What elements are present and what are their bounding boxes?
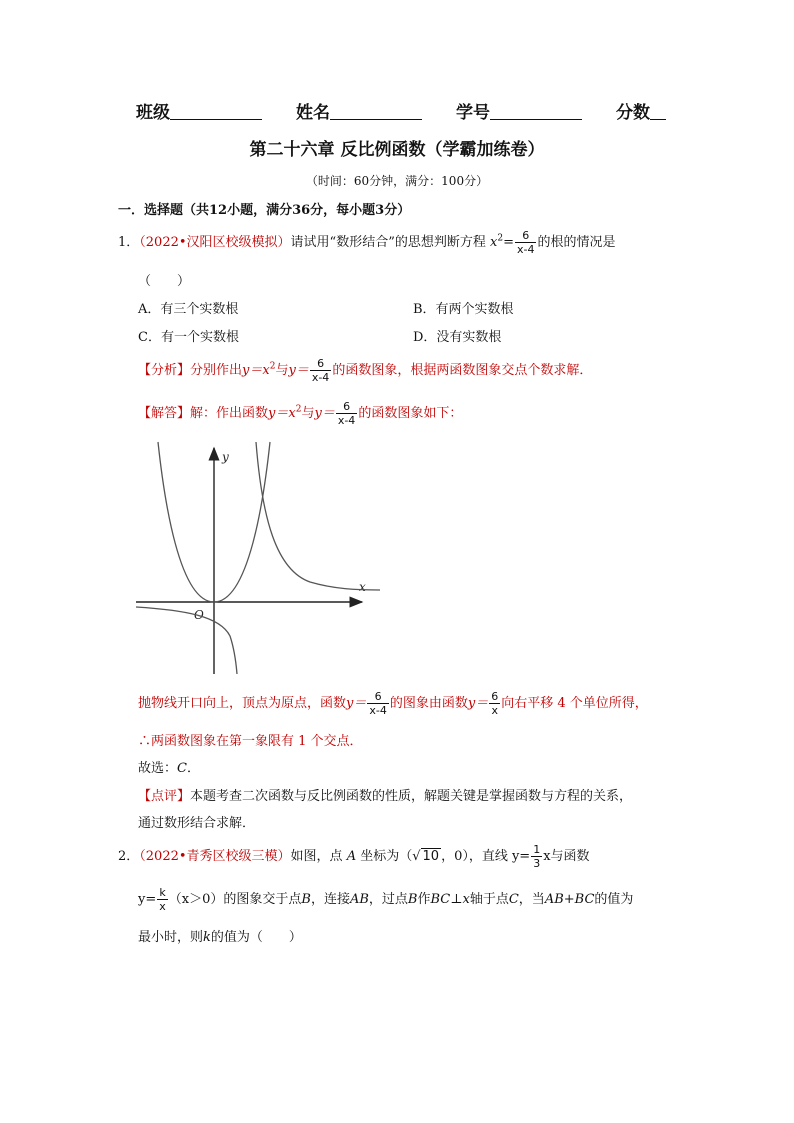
q2-sum: AB+BC bbox=[544, 892, 595, 907]
q1-option-a: A．有三个实数根 bbox=[138, 302, 239, 317]
student-info-header bbox=[136, 98, 676, 123]
hyperbola-left-branch bbox=[136, 607, 237, 674]
page-subtitle: （时间：60分钟，满分：100分） bbox=[305, 174, 489, 188]
q2-line2-text-5: 轴于点 bbox=[469, 892, 509, 907]
q1-comment-2: 通过数形结合求解． bbox=[138, 816, 256, 831]
q2-line2-text-1: （x＞0）的图象交于点 bbox=[168, 892, 302, 907]
choice-letter: C bbox=[177, 761, 187, 776]
q2-point-b: B bbox=[301, 892, 311, 907]
q2-perp: ⊥ bbox=[450, 892, 463, 907]
q1-comment-1 bbox=[138, 785, 632, 804]
q2-text-4: x与函数 bbox=[543, 849, 590, 864]
q1-stem-text: 请试用“数形结合”的思想判断方程 bbox=[290, 235, 486, 250]
class-blank bbox=[170, 101, 262, 120]
para1-y-eq: y＝ bbox=[346, 696, 367, 711]
id-blank bbox=[490, 101, 582, 120]
function-graph bbox=[134, 438, 384, 676]
q1-paren: （ ） bbox=[138, 274, 191, 289]
q2-segment-bc: BC bbox=[430, 892, 451, 907]
para1-fraction-2: $\frac{6}{x}$ bbox=[491, 690, 499, 717]
comment-tag: 【点评】 bbox=[138, 789, 191, 804]
q2-line2-text-6: ，当 bbox=[518, 892, 545, 907]
answer-text-1: 解：作出函数 bbox=[190, 406, 269, 421]
analysis-exp: 2 bbox=[269, 361, 276, 372]
q2-point-c: C bbox=[508, 892, 519, 907]
q2-stem-line-3 bbox=[138, 926, 302, 945]
choice-period: ． bbox=[186, 761, 200, 776]
q2-text-3: ，0），直线 y= bbox=[441, 849, 531, 864]
q2-line2-y: y= bbox=[138, 892, 157, 907]
answer-fraction: $\frac{6}{x-4}$ bbox=[337, 400, 356, 427]
origin-label: O bbox=[194, 608, 204, 622]
q2-stem-line-2 bbox=[138, 886, 633, 913]
answer-exp: 2 bbox=[295, 404, 302, 415]
q1-explanation-2: ∴两函数图象在第一象限有 1 个交点． bbox=[138, 734, 363, 749]
q1-choice bbox=[138, 757, 200, 776]
q2-line2-text-4: 作 bbox=[417, 892, 431, 907]
answer-text-3: 的函数图象如下： bbox=[358, 406, 463, 421]
analysis-text-3: 的函数图象，根据两函数图象交点个数求解． bbox=[332, 363, 593, 378]
score-label: 分数 bbox=[616, 103, 650, 123]
q1-answer bbox=[138, 400, 462, 427]
q2-line2-text-3: ，过点 bbox=[368, 892, 408, 907]
q2-line3-text-1: 最小时，则 bbox=[138, 930, 204, 945]
name-label: 姓名 bbox=[296, 103, 330, 123]
para1-y-eq2: y＝ bbox=[467, 696, 489, 711]
id-label: 学号 bbox=[456, 103, 490, 123]
section-heading: 一．选择题（共12小题，满分36分，每小题3分） bbox=[118, 203, 411, 218]
q1-stem bbox=[118, 229, 615, 256]
answer-text-2: 与 bbox=[301, 406, 315, 421]
answer-tag: 【解答】 bbox=[138, 406, 191, 421]
q2-line2-text-7: 的值为 bbox=[594, 892, 634, 907]
para1-text-3: 向右平移 4 个单位所得， bbox=[501, 696, 648, 711]
para1-text-1: 抛物线开口向上，顶点为原点，函数 bbox=[138, 696, 347, 711]
q1-option-c: C．有一个实数根 bbox=[138, 330, 239, 345]
q2-text-1: 如图，点 bbox=[290, 849, 347, 864]
q2-point-a: A bbox=[346, 849, 357, 864]
q1-number: 1． bbox=[118, 235, 140, 250]
q1-eq-eq: = bbox=[503, 235, 514, 250]
q1-option-d: D．没有实数根 bbox=[413, 330, 502, 345]
x-axis-label: x bbox=[359, 580, 366, 594]
para1-fraction: $\frac{6}{x-4}$ bbox=[369, 690, 387, 717]
q1-eq-lhs: x bbox=[489, 235, 498, 250]
answer-y-eq2: y＝ bbox=[314, 406, 335, 421]
analysis-y-eq2: y＝ bbox=[288, 363, 309, 378]
q1-stem-tail: 的根的情况是 bbox=[537, 235, 616, 250]
q2-source: （2022•青秀区校级三模） bbox=[139, 849, 291, 864]
q2-text-2: 坐标为（ bbox=[356, 849, 413, 864]
choice-text: 故选： bbox=[138, 761, 178, 776]
analysis-y-eq: y＝x bbox=[242, 363, 270, 378]
q2-line3-text-2: 的值为（ ） bbox=[210, 930, 302, 945]
y-axis-label: y bbox=[222, 450, 229, 464]
q2-k-fraction: $\frac{k}{x}$ bbox=[159, 886, 166, 913]
answer-y-eq: y＝x bbox=[268, 406, 296, 421]
q1-source: （2022•汉阳区校级模拟） bbox=[139, 235, 291, 250]
q1-fraction: $\frac{6}{x-4}$ bbox=[516, 229, 535, 256]
q1-option-b: B．有两个实数根 bbox=[413, 302, 514, 317]
q2-slope-fraction: $\frac{1}{3}$ bbox=[533, 843, 541, 870]
q2-segment-ab: AB bbox=[349, 892, 369, 907]
q2-line2-text-2: ，连接 bbox=[310, 892, 350, 907]
comment-text-1: 本题考查二次函数与反比例函数的性质，解题关键是掌握函数与方程的关系， bbox=[190, 789, 633, 804]
analysis-text-2: 与 bbox=[275, 363, 289, 378]
score-blank bbox=[650, 101, 666, 120]
q2-sqrt: √ 10 bbox=[412, 849, 440, 864]
q2-x-axis: x bbox=[462, 892, 470, 907]
q2-number: 2． bbox=[118, 849, 140, 864]
analysis-tag: 【分析】 bbox=[138, 363, 191, 378]
para1-text-2: 的图象由函数 bbox=[389, 696, 468, 711]
q1-analysis bbox=[138, 357, 592, 384]
analysis-text-1: 分别作出 bbox=[190, 363, 243, 378]
q2-k: k bbox=[203, 930, 211, 945]
analysis-fraction: $\frac{6}{x-4}$ bbox=[311, 357, 330, 384]
page-title: 第二十六章 反比例函数（学霸加练卷） bbox=[249, 140, 545, 160]
class-label: 班级 bbox=[136, 103, 170, 123]
q1-explanation-1 bbox=[138, 690, 648, 717]
q2-stem-line-1 bbox=[118, 843, 590, 870]
hyperbola-right-branch bbox=[256, 442, 380, 590]
name-blank bbox=[330, 101, 422, 120]
q2-point-b-2: B bbox=[407, 892, 418, 907]
q1-eq-exp: 2 bbox=[497, 233, 504, 244]
